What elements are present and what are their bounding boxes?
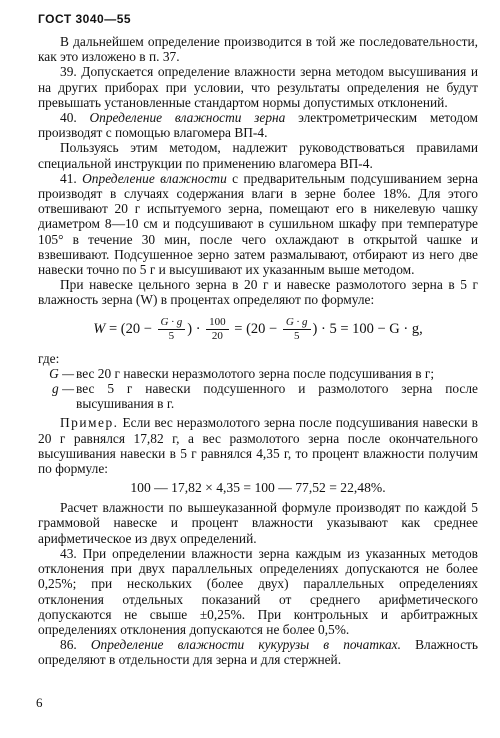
paragraph-40-instruction: Пользуясь этим методом, надлежит руководствоваться правилами специальной инструкции по применению влагомера ВП-4. — [38, 140, 478, 171]
paragraph-40-text: электрометрическим методом производят с помощью влагомера ВП-4. — [38, 110, 478, 141]
paragraph-40 — [38, 110, 478, 140]
paragraph-example — [38, 415, 478, 476]
paragraph-86-title: Определение влажности кукурузы в початках. — [90, 637, 401, 653]
formula-fraction-3 — [283, 316, 311, 343]
where-label: где: — [38, 350, 60, 366]
formula-w: W — [93, 320, 106, 337]
document-page — [38, 12, 478, 668]
definition-text: вес 5 г навески подсушенного и размолотого зерна после высушивания в г. — [76, 381, 478, 412]
paragraph-41 — [38, 171, 478, 277]
definition-symbol: g — — [52, 381, 74, 397]
fraction-3-numerator: G · g — [283, 316, 311, 330]
definition-text: вес 20 г навески неразмолотого зерна после подсушивания в г; — [76, 365, 435, 381]
paragraph-43: 43. При определении влажности зерна каждым из указанных методов отклонения при двух параллельных определениях допускаются не более 0,25%; при нескольких (более двух) параллельных определениях отклонения отдельных показаний от среднего арифметического допускаются не свыше ±0,25%. При контрольных и арбитражных определениях отклонения допускаются не более 0,5%. — [38, 545, 478, 637]
paragraph-86-number: 86. — [60, 637, 91, 653]
definition-item — [38, 366, 478, 381]
definition-item — [38, 381, 478, 411]
fraction-2-denominator: 20 — [211, 329, 223, 342]
paragraph-intro: В дальнейшем определение производится в той же последовательности, как это изложено в п. 37. — [38, 34, 478, 65]
document-header: ГОСТ 3040—55 — [38, 12, 132, 26]
paragraph-calculation: Расчет влажности по вышеуказанной формуле производят по каждой 5 граммовой навеске и процент влажности указывают как среднее арифметическое из двух определений. — [38, 500, 478, 546]
paragraph-86-text: Влажность определяют в отдельности для зерна и для стержней. — [38, 637, 478, 668]
paragraph-41-number: 41. — [60, 170, 83, 186]
formula-part1: = (20 − — [105, 320, 156, 337]
moisture-formula — [38, 316, 478, 343]
page-number: 6 — [36, 695, 43, 710]
definition-symbol: G — — [49, 365, 74, 381]
fraction-1-numerator: G · g — [158, 316, 186, 330]
example-text: Если вес неразмолотого зерна после подсушивания навески в 20 г равнялся 17,82 г, а вес размолотого зерна после окончательного высушивания навески в 5 г равнялся 4,35 г, то процент влажности получим по формуле: — [38, 415, 478, 477]
formula-part4: ) · 5 = 100 − G · g, — [312, 320, 423, 337]
paragraph-40-number: 40. — [60, 110, 90, 126]
example-calculation: 100 — 17,82 × 4,35 = 100 — 77,52 = 22,48%. — [130, 480, 386, 496]
variable-definitions — [38, 366, 478, 412]
paragraph-40-title: Определение влажности зерна — [89, 110, 286, 126]
fraction-2-numerator: 100 — [206, 316, 229, 330]
paragraph-41-text: с предварительным подсушиванием зерна производят в случаях содержания влаги в зерне более 18%. Для этого отвешивают 20 г испытуемого зерна, помещают его в никелевую чашку диаметром 8—10 см и подсушивают в сушильном шкафу при температуре 105° в течение 30 мин, после чего охлаждают в открытой чашке и взвешивают. Подсушенное зерно затем размалывают, отбирают из него две навески точно по 5 г и высушивают их указанным выше методом. — [38, 170, 478, 278]
formula-part2: ) · — [187, 320, 205, 337]
paragraph-39: 39. Допускается определение влажности зерна методом высушивания и на других приборах при условии, что результаты определения не будут превышать установленные стандартом нормы допустимых отклонений. — [38, 64, 478, 110]
paragraph-86 — [38, 637, 478, 667]
paragraph-41-formula-intro: При навеске цельного зерна в 20 г и навеске размолотого зерна в 5 г влажность зерна (W) в процентах определяют по формуле: — [38, 277, 478, 308]
formula-fraction-2 — [206, 316, 229, 343]
paragraph-41-title: Определение влажности — [82, 170, 227, 186]
fraction-1-denominator: 5 — [168, 329, 175, 342]
fraction-3-denominator: 5 — [293, 329, 300, 342]
example-label: Пример. — [60, 415, 119, 431]
formula-part3: = (20 − — [230, 320, 281, 337]
formula-fraction-1 — [158, 316, 186, 343]
